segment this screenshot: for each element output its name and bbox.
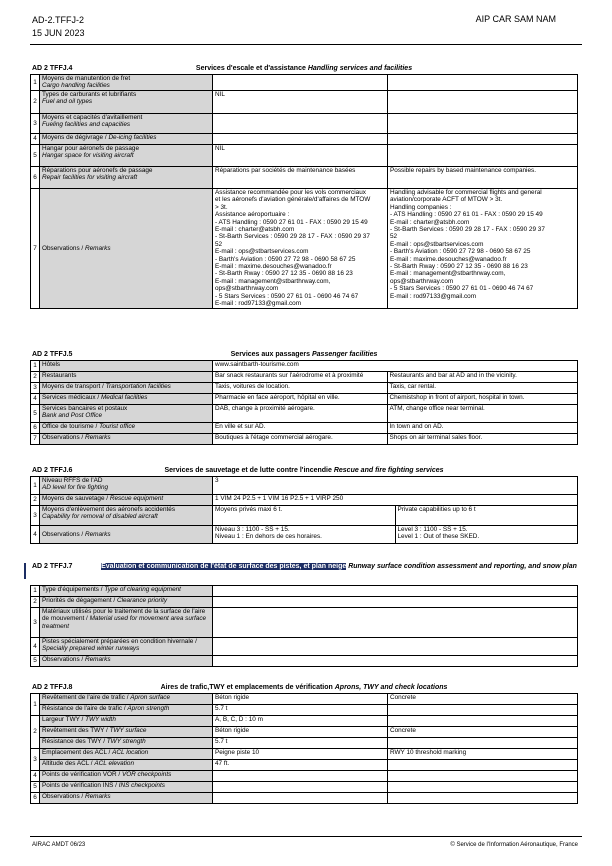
value-en [388, 114, 578, 134]
value-en: Level 3 : 1100 - SS + 15. Level 1 : Out of these SKED. [395, 526, 578, 544]
value-en: Private capabilities up to 6 t [395, 506, 578, 526]
table-row [31, 477, 578, 495]
table-row [31, 793, 578, 804]
table-row [31, 586, 578, 597]
table-row [31, 608, 578, 638]
table-row [31, 694, 578, 705]
row-number: 3 [31, 506, 40, 526]
value-fr [213, 782, 388, 793]
row-number: 3 [31, 114, 40, 134]
row-label: Emplacement des ACL / ACL location [40, 749, 213, 760]
remark-line: E-mail : rod97133@gmail.com [390, 292, 477, 300]
value-fr: Pharmacie en face aéroport, hôpital en ville. [213, 394, 388, 405]
row-label: Revêtement des TWY / TWY surface [40, 727, 213, 738]
table-row [31, 506, 578, 526]
table-row [31, 361, 578, 372]
value-en [388, 716, 578, 727]
value-fr [213, 75, 388, 91]
handling-table [30, 74, 578, 309]
table-row [31, 526, 578, 544]
remark-line: - St-Barth Rway : 0590 27 12 35 - 0690 88 16 23 [215, 270, 353, 278]
remark-line: Assistance aéroportuaire : [215, 211, 290, 219]
row-label: Observations / Remarks [40, 526, 213, 544]
row-label: Niveau RFFS de l'AD AD level for fire fighting [40, 477, 213, 495]
row-number: 3 [31, 608, 40, 638]
amendment-ref: AIRAC AMDT 06/23 [32, 842, 86, 848]
table-row [31, 167, 578, 189]
value [213, 656, 578, 667]
value-en [388, 771, 578, 782]
row-label: Points de vérification INS / INS checkpoints [40, 782, 213, 793]
table-row [31, 394, 578, 405]
value-en [388, 145, 578, 167]
value-en [388, 760, 578, 771]
row-label: Moyens de sauvetage / Rescue equipment [40, 495, 213, 506]
table-row [31, 423, 578, 434]
remark-line: Assistance recommandée pour les vols commerciaux [215, 189, 366, 196]
value-fr: Peigne piste 10 [213, 749, 388, 760]
row-label: Hangar pour aéronefs de passage Hangar space for visiting aircraft [40, 145, 213, 167]
table-row [31, 738, 578, 749]
section-rescue [30, 466, 578, 544]
remark-line: E-mail : management@stbarthrway.com, [390, 270, 506, 278]
table-row [31, 782, 578, 793]
table-row [31, 383, 578, 394]
title-fr: Evaluation et communication de l'état de surface des pistes, et plan neige [101, 563, 347, 570]
value-en: Concrete [388, 694, 578, 705]
value-en [388, 793, 578, 804]
title-en: Passenger facilities [311, 351, 378, 358]
row-number: 1 [31, 586, 40, 597]
title-en: Aprons, TWY and check locations [334, 684, 448, 691]
value-fr [213, 114, 388, 134]
remark-line: - ATS Handling : 0590 27 61 01 - FAX : 0590 29 15 49 [215, 218, 368, 226]
row-label: Restaurants [40, 372, 213, 383]
row-label: Type d'équipements / Type of clearing equipment [40, 586, 213, 597]
row-number: 6 [31, 167, 40, 189]
aprons-table [30, 693, 578, 804]
row-number: 5 [31, 656, 40, 667]
remark-line: - Barth's Aviation : 0590 27 72 98 - 0690 58 67 25 [215, 255, 356, 263]
section-passenger [30, 350, 578, 445]
title-fr: Services d'escale et d'assistance [195, 65, 306, 72]
table-row [31, 189, 578, 309]
remark-line: - ATS Handling : 0590 27 61 01 - FAX : 0590 29 15 49 [390, 211, 543, 219]
row-number: 4 [31, 394, 40, 405]
row-number: 4 [31, 771, 40, 782]
section-code: AD 2 TFFJ.8 [32, 684, 73, 691]
row-number: 1 [31, 694, 40, 716]
section-code: AD 2 TFFJ.7 [32, 563, 73, 570]
title-fr: Services aux passagers [230, 351, 311, 358]
value: 1 VIM 24 P2.5 + 1 VIM 16 P2.5 + 1 VIRP 250 [213, 495, 578, 506]
value-en: In town and on AD. [387, 423, 578, 434]
table-row [31, 597, 578, 608]
row-label: Observations / Remarks [40, 656, 213, 667]
title-fr: Services de sauvetage et de lutte contre l'incendie [164, 467, 332, 474]
value-en [388, 738, 578, 749]
value-en [388, 705, 578, 716]
remark-line: E-mail : ops@stbartservices.com [390, 240, 484, 248]
row-label: Moyens de transport / Transportation facilities [40, 383, 213, 394]
remark-line: et les aéronefs d'aviation générale/d'affaires de MTOW [215, 196, 371, 204]
row-number: 7 [31, 189, 40, 309]
title-fr: Aires de trafic,TWY et emplacements de vérification [160, 684, 333, 691]
row-number: 5 [31, 782, 40, 793]
value-fr: En ville et sur AD. [213, 423, 388, 434]
remark-line: - 5 Stars Services : 0590 27 61 01 - 0690 46 74 67 [215, 292, 359, 300]
value-en: Chemistshop in front of airport, hospital in town. [387, 394, 578, 405]
row-label: Altitude des ACL / ACL elevation [40, 760, 213, 771]
title-en: Runway surface condition assessment and reporting, and snow plan [348, 563, 577, 570]
row-number: 4 [31, 526, 40, 544]
table-row [31, 405, 578, 423]
remark-line: 52 [390, 233, 398, 241]
row-label: Points de vérification VOR / VOR checkpoints [40, 771, 213, 782]
remark-line: E-mail : rod97133@gmail.com [215, 300, 302, 308]
value-en: Possible repairs by based maintenance companies. [388, 167, 578, 189]
publication-name: AIP CAR SAM NAM [475, 14, 556, 24]
value-fr: Béton rigide [213, 727, 388, 738]
section-aprons [30, 683, 578, 804]
row-number: 2 [31, 495, 40, 506]
value-fr: Moyens privés maxi 6 t. [213, 506, 396, 526]
publication-date: 15 JUN 2023 [32, 28, 85, 38]
remark-line: Handling advisable for commercial flights and general [390, 189, 542, 196]
row-label: Types de carburants et lubrifiants Fuel and oil types [40, 91, 213, 114]
value-en: ATM, change office near terminal. [387, 405, 578, 423]
row-number: 4 [31, 638, 40, 656]
table-row [31, 495, 578, 506]
value-fr [213, 134, 388, 145]
remark-line: E-mail : management@stbarthrway.com, [215, 277, 331, 285]
value-en [388, 782, 578, 793]
remark-line: - St-Barth Services : 0590 29 28 17 - FAX : 0590 29 37 [390, 226, 545, 234]
row-label: Pistes spécialement préparées en condition hivernale / Specially prepared winter runways [40, 638, 213, 656]
table-row [31, 134, 578, 145]
row-number: 5 [31, 145, 40, 167]
value-en: Taxis, car rental. [387, 383, 578, 394]
value-fr [213, 771, 388, 782]
value-fr: NIL [213, 145, 388, 167]
section-code: AD 2 TFFJ.5 [32, 351, 73, 358]
row-label: Observations / Remarks [40, 793, 213, 804]
table-row [31, 760, 578, 771]
row-label: Office de tourisme / Tourist office [40, 423, 213, 434]
row-label: Moyens et capacités d'avitaillement Fueling facilities and capacities [40, 114, 213, 134]
value-fr: Niveau 3 : 1100 - SS + 15. Niveau 1 : En dehors de ces horaires. [213, 526, 396, 544]
value-fr: DAB, change à proximité aérogare. [213, 405, 388, 423]
value-fr: 5.7 t [213, 705, 388, 716]
remarks-fr [213, 189, 388, 309]
table-row [31, 749, 578, 760]
remark-line: - 5 Stars Services : 0590 27 61 01 - 0690 46 74 67 [390, 285, 534, 293]
value-fr: 5.7 t [213, 738, 388, 749]
row-number: 2 [31, 597, 40, 608]
rescue-table [30, 476, 578, 544]
value-fr: A, B, C, D : 10 m [213, 716, 388, 727]
page-header-left [32, 14, 85, 40]
value-fr: Taxis, voitures de location. [213, 383, 388, 394]
table-row [31, 716, 578, 727]
row-label: Revêtement de l'aire de trafic / Apron surface [40, 694, 213, 705]
row-label: Hôtels [40, 361, 213, 372]
header-rule [30, 44, 582, 45]
row-number: 3 [31, 383, 40, 394]
row-label: Résistance des TWY / TWY strength [40, 738, 213, 749]
row-number: 1 [31, 75, 40, 91]
section-code: AD 2 TFFJ.6 [32, 467, 73, 474]
copyright: © Service de l'Information Aéronautique, France [450, 842, 578, 848]
remark-line: ops@stbarthrway.com [215, 285, 279, 293]
value [213, 597, 578, 608]
remark-line: E-mail : maxime.desouches@wanadoo.fr [215, 263, 332, 271]
row-number: 2 [31, 372, 40, 383]
row-label: Réparations pour aéronefs de passage Repair facilities for visiting aircraft [40, 167, 213, 189]
remark-line: E-mail : charter@atsbh.com [390, 218, 470, 226]
footer-rule [30, 836, 582, 837]
table-row [31, 434, 578, 445]
section-snow [30, 585, 578, 667]
remark-line: E-mail : ops@stbartservices.com [215, 248, 309, 256]
snow-table [30, 585, 578, 667]
value-fr: Béton rigide [213, 694, 388, 705]
row-label: Largeur TWY / TWY width [40, 716, 213, 727]
remark-line: E-mail : maxime.desouches@wanadoo.fr [390, 255, 507, 263]
value-en: Concrete [388, 727, 578, 738]
table-row [31, 705, 578, 716]
section-title [30, 350, 578, 360]
remarks-en [388, 189, 578, 309]
row-number: 1 [31, 477, 40, 495]
remark-line: 52 [215, 240, 223, 248]
row-label: Services médicaux / Medical facilities [40, 394, 213, 405]
section-title [30, 683, 578, 693]
value-fr: NIL [213, 91, 388, 114]
table-row [31, 771, 578, 782]
document-id: AD-2.TFFJ-2 [32, 15, 85, 25]
value: 3 [213, 477, 578, 495]
row-label: Moyens de dégivrage / De-icing facilities [40, 134, 213, 145]
remark-line: ops@stbarthrway.com [390, 277, 454, 285]
row-number: 3 [31, 749, 40, 771]
row-number: 5 [31, 405, 40, 423]
remark-line: - St-Barth Rway : 0590 27 12 35 - 0690 88 16 23 [390, 263, 528, 271]
section-title [30, 64, 578, 74]
row-label: Services bancaires et postaux Bank and Post Office [40, 405, 213, 423]
row-label: Observations / Remarks [40, 189, 213, 309]
remark-line: - Barth's Aviation : 0590 27 72 98 - 0690 58 67 25 [390, 248, 531, 256]
value [213, 608, 578, 638]
value-fr: Bar snack restaurants sur l'aérodrome et à proximité [213, 372, 388, 383]
row-label: Matériaux utilisés pour le traitement de la surface de l'aire de mouvement / Material used for movement area surface treatment [40, 608, 213, 638]
row-number: 4 [31, 134, 40, 145]
section-title-snow [30, 563, 578, 571]
row-number: 6 [31, 423, 40, 434]
passenger-table [30, 360, 578, 445]
row-number: 1 [31, 361, 40, 372]
remark-line: > 3t. [215, 203, 228, 211]
row-number: 2 [31, 91, 40, 114]
title-en: Handling services and facilities [307, 65, 413, 72]
table-row [31, 75, 578, 91]
row-label: Moyens d'enlèvement des aéronefs accidentés Capability for removal of disabled aircraft [40, 506, 213, 526]
row-label: Priorités de dégagement / Clearance priority [40, 597, 213, 608]
table-row [31, 145, 578, 167]
row-number: 6 [31, 793, 40, 804]
section-code: AD 2 TFFJ.4 [32, 65, 73, 72]
remark-line: - St-Barth Services : 0590 29 28 17 - FAX : 0590 29 37 [215, 233, 370, 241]
row-label: Moyens de manutention de fret Cargo handling facilities [40, 75, 213, 91]
section-handling [30, 64, 578, 309]
value-en: Shops on air terminal sales floor. [387, 434, 578, 445]
value [213, 586, 578, 597]
remark-line: E-mail : charter@atsbh.com [215, 226, 295, 234]
section-title [30, 466, 578, 476]
remark-line: aviation/corporate ACFT of MTOW > 3t. [390, 196, 503, 204]
value-en [387, 361, 578, 372]
table-row [31, 656, 578, 667]
row-label: Résistance de l'aire de trafic / Apron strength [40, 705, 213, 716]
table-row [31, 91, 578, 114]
value-en [388, 75, 578, 91]
value-fr: Réparations par sociétés de maintenance basées [213, 167, 388, 189]
value-fr: 47 ft. [213, 760, 388, 771]
value-fr: www.saintbarth-tourisme.com [213, 361, 388, 372]
row-number: 2 [31, 716, 40, 749]
table-row [31, 727, 578, 738]
row-number: 7 [31, 434, 40, 445]
table-row [31, 638, 578, 656]
value-fr: Boutiques à l'étage commercial aérogare. [213, 434, 388, 445]
value-en: RWY 10 threshold marking [388, 749, 578, 760]
value [213, 638, 578, 656]
value-fr [213, 793, 388, 804]
value-en [388, 134, 578, 145]
change-bar [24, 563, 26, 579]
table-row [31, 114, 578, 134]
title-en: Rescue and fire fighting services [333, 467, 444, 474]
value-en [388, 91, 578, 114]
remark-line: Handling companies : [390, 203, 452, 211]
table-row [31, 372, 578, 383]
value-en: Restaurants and bar at AD and in the vicinity. [387, 372, 578, 383]
row-label: Observations / Remarks [40, 434, 213, 445]
